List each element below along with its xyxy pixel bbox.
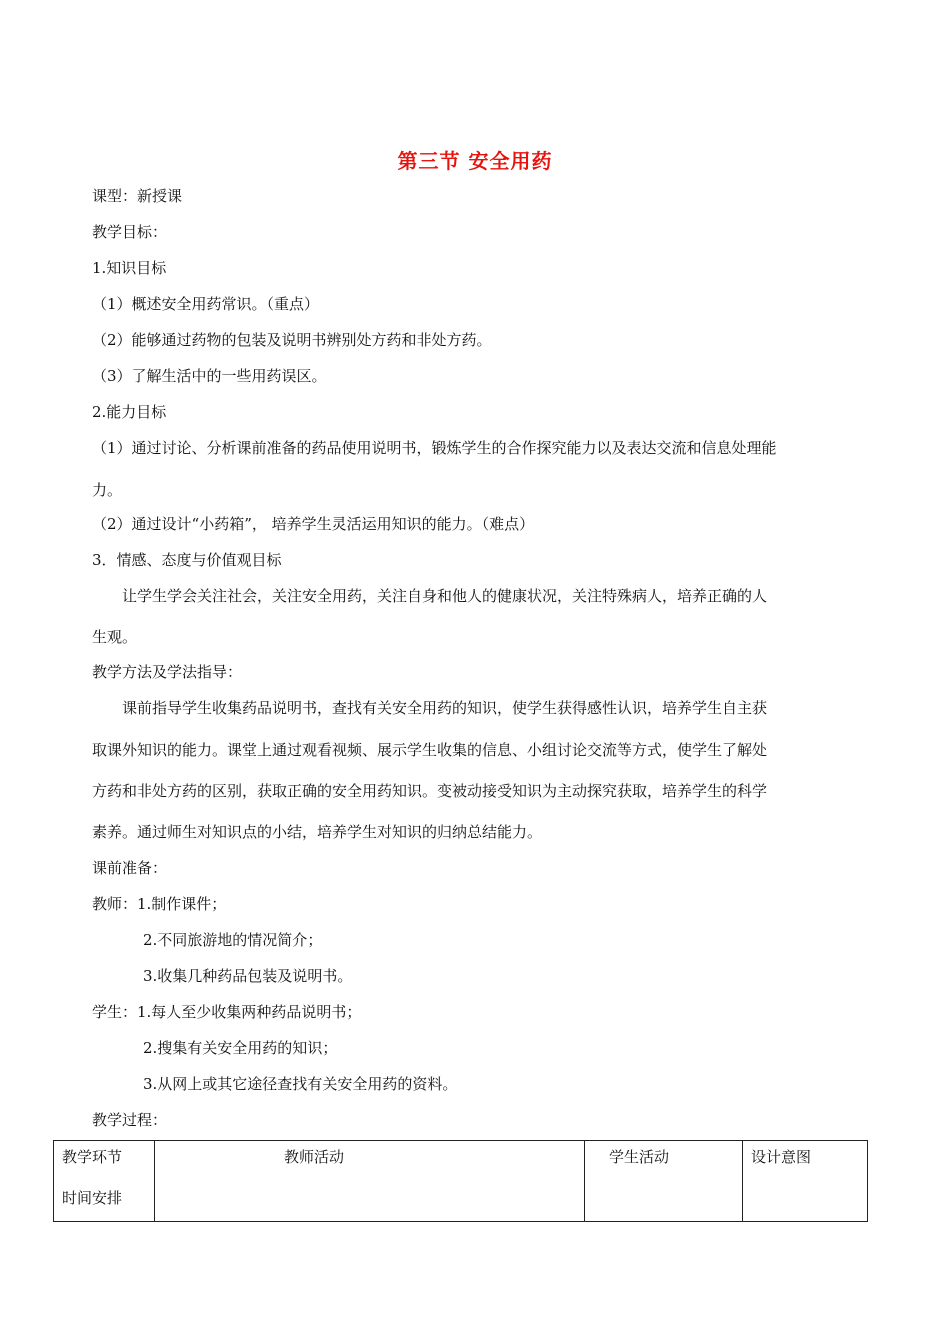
- teaching-process-table: [53, 1140, 868, 1222]
- table-header-design-intent: 设计意图: [751, 1148, 812, 1166]
- section-heading-objectives: 教学目标：: [92, 223, 168, 241]
- table-header-stage: 教学环节: [62, 1148, 123, 1166]
- ability-item-1: （1）通过讨论、分析课前准备的药品使用说明书，锻炼学生的合作探究能力以及表达交流和信息处理能: [92, 439, 777, 457]
- section-heading-preparation: 课前准备：: [92, 859, 168, 877]
- student-prep-1: 学生：1.每人至少收集两种药品说明书；: [92, 1003, 362, 1021]
- knowledge-item-1: （1）概述安全用药常识。（重点）: [92, 295, 320, 313]
- table-divider: [154, 1141, 155, 1221]
- methods-paragraph-line-3: 方药和非处方药的区别，获取正确的安全用药知识。变被动接受知识为主动探究获取，培养学生的科学: [92, 782, 768, 800]
- section-heading-process: 教学过程：: [92, 1111, 168, 1129]
- knowledge-item-2: （2）能够通过药物的包装及说明书辨别处方药和非处方药。: [92, 331, 492, 349]
- student-prep-3: 3.从网上或其它途径查找有关安全用药的资料。: [143, 1075, 458, 1093]
- teacher-prep-3: 3.收集几种药品包装及说明书。: [143, 967, 353, 985]
- knowledge-item-3: （3）了解生活中的一些用药误区。: [92, 367, 327, 385]
- table-header-teacher-activity: 教师活动: [284, 1148, 345, 1166]
- page-title: 第三节 安全用药: [397, 149, 553, 173]
- table-divider: [584, 1141, 585, 1221]
- subheading-attitude: 3．情感、态度与价值观目标: [92, 551, 282, 569]
- teacher-prep-1: 教师：1.制作课件；: [92, 895, 227, 913]
- attitude-paragraph: 让学生学会关注社会，关注安全用药，关注自身和他人的健康状况，关注特殊病人，培养正确的人: [122, 587, 768, 605]
- table-header-time: 时间安排: [62, 1189, 123, 1207]
- methods-paragraph-line-1: 课前指导学生收集药品说明书，查找有关安全用药的知识，使学生获得感性认识，培养学生自主获: [122, 699, 768, 717]
- methods-paragraph-line-2: 取课外知识的能力。课堂上通过观看视频、展示学生收集的信息、小组讨论交流等方式，使学生了解处: [92, 741, 768, 759]
- ability-item-1-cont: 力。: [92, 481, 123, 499]
- methods-paragraph-line-4: 素养。通过师生对知识点的小结，培养学生对知识的归纳总结能力。: [92, 823, 543, 841]
- ability-item-2: （2）通过设计“小药箱”， 培养学生灵活运用知识的能力。（难点）: [92, 515, 535, 533]
- table-divider: [742, 1141, 743, 1221]
- subheading-ability: 2.能力目标: [92, 403, 167, 421]
- attitude-paragraph-cont: 生观。: [92, 628, 138, 646]
- student-prep-2: 2.搜集有关安全用药的知识；: [143, 1039, 338, 1057]
- subheading-knowledge: 1.知识目标: [92, 259, 167, 277]
- teacher-prep-2: 2.不同旅游地的情况简介；: [143, 931, 323, 949]
- section-heading-methods: 教学方法及学法指导：: [92, 663, 243, 681]
- course-type: 课型：新授课: [92, 187, 183, 205]
- table-header-student-activity: 学生活动: [609, 1148, 670, 1166]
